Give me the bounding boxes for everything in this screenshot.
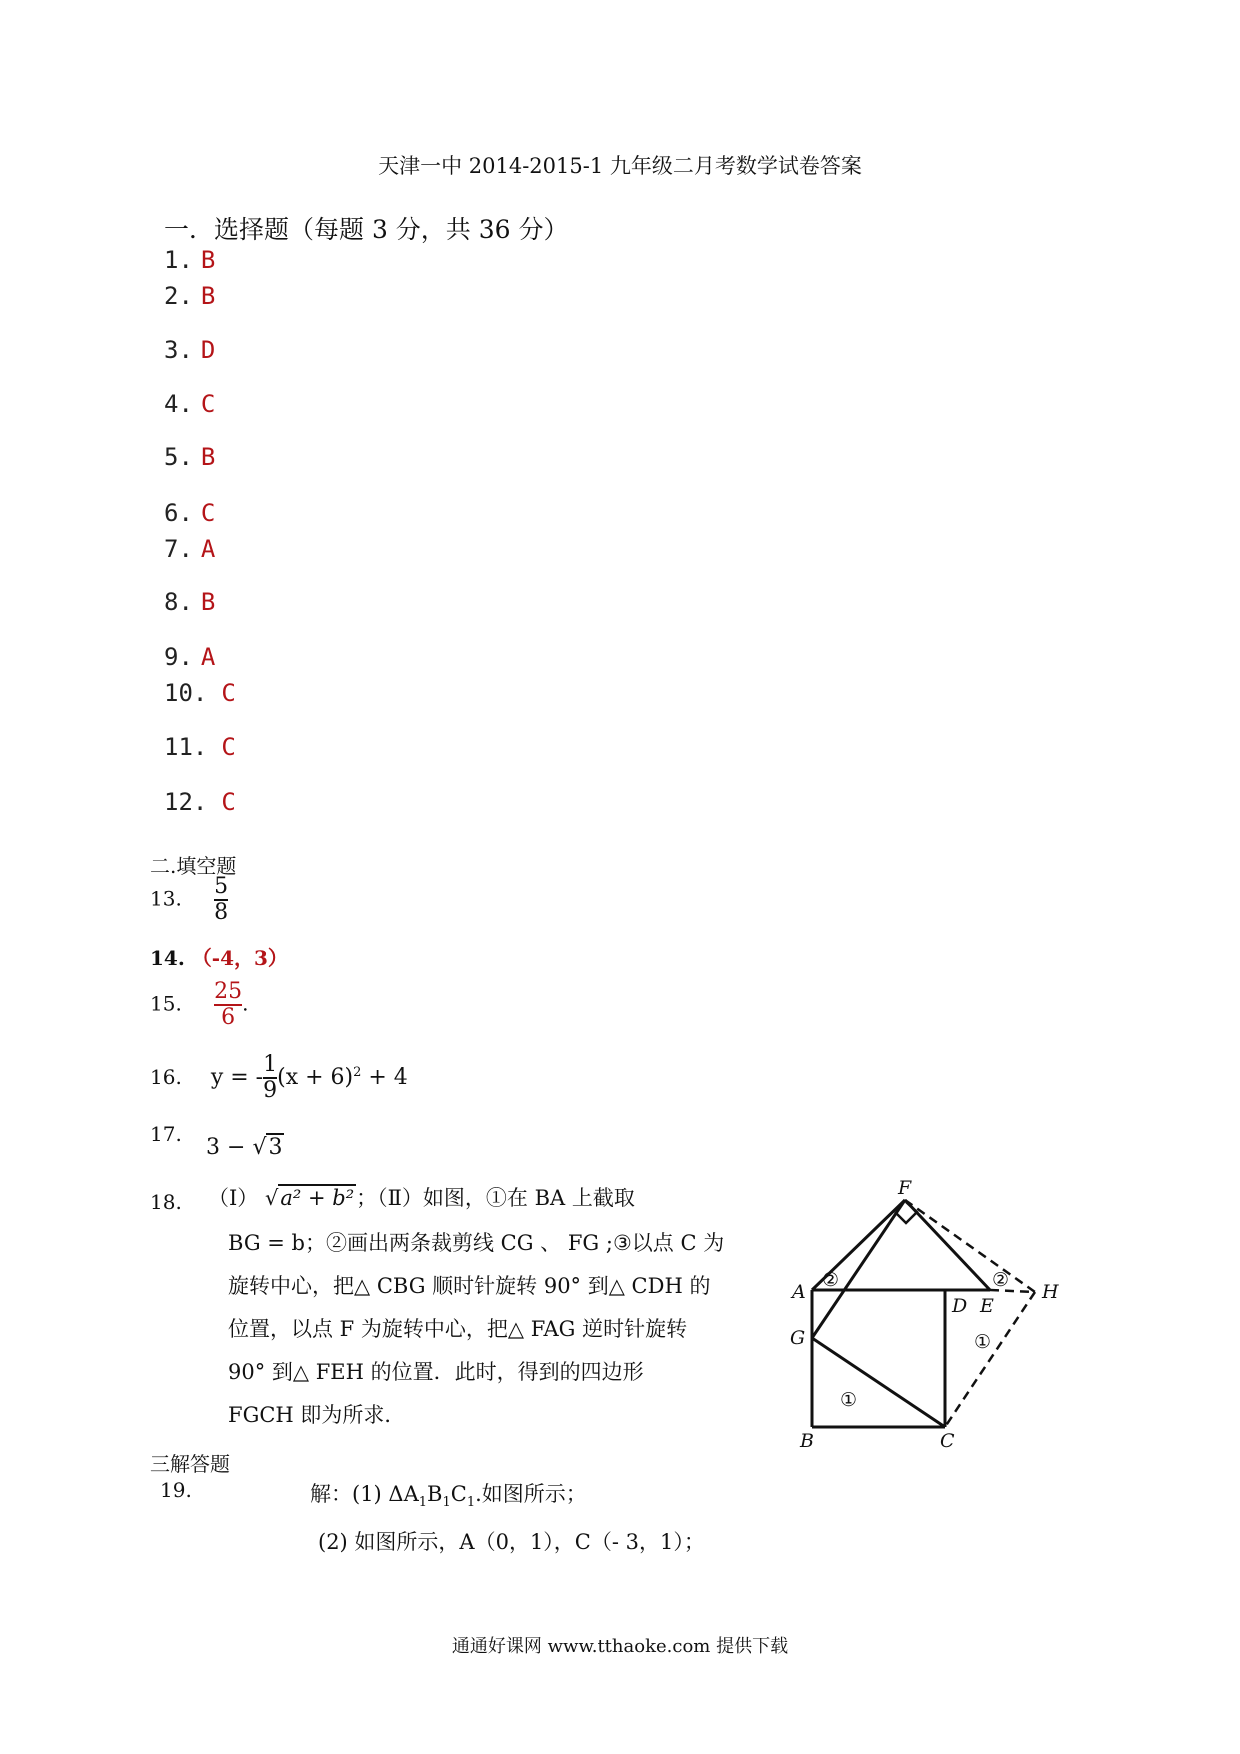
choice-answer-1	[164, 246, 215, 274]
question-18-line4: 位置，以点 F 为旋转中心，把△ FAG 逆时针旋转	[228, 1317, 688, 1341]
choice-answer-value: C	[221, 733, 236, 761]
choice-answer-value: A	[200, 643, 216, 671]
question-17-prefix: 3 −	[206, 1135, 246, 1160]
choice-answer-8	[164, 588, 215, 616]
question-18-part1b: ；（Ⅱ）如图，①在 BA 上截取	[356, 1186, 635, 1210]
question-15	[150, 980, 249, 1030]
question-15-number: 15.	[150, 991, 182, 1016]
choice-answer-number: 1.	[164, 246, 193, 274]
question-16-exponent: 2	[353, 1064, 362, 1080]
question-17-answer	[206, 1135, 284, 1160]
choice-answer-4	[164, 390, 215, 418]
choice-answer-value: C	[221, 788, 236, 816]
mark-one-right: ①	[974, 1331, 992, 1353]
choice-answer-value: B	[200, 443, 216, 471]
choice-answer-6	[164, 499, 215, 527]
question-19-part-a: 解：(1) ΔA	[310, 1482, 419, 1506]
label-d: D	[952, 1295, 968, 1317]
question-13-denominator: 8	[214, 900, 229, 926]
question-19-part-c: C	[450, 1482, 467, 1506]
geometry-figure	[780, 1150, 1100, 1450]
question-16-denominator: 9	[263, 1078, 278, 1104]
choice-answer-number: 5.	[164, 443, 193, 471]
page-title: 天津一中 2014-2015-1 九年级二月考数学试卷答案	[378, 154, 862, 178]
mark-one-left: ①	[840, 1389, 858, 1411]
question-15-fraction	[214, 980, 242, 1030]
question-18-body	[228, 1222, 738, 1437]
choice-answer-3	[164, 336, 215, 364]
segment-fe	[905, 1200, 990, 1290]
question-18-part1: （Ⅰ）	[208, 1186, 259, 1210]
choice-answer-number: 10.	[164, 679, 208, 707]
question-18-sqrt: √a² + b²	[264, 1186, 355, 1210]
segment-gc	[812, 1338, 945, 1427]
question-19-number: 19.	[160, 1478, 192, 1502]
question-16-lhs: y = -	[210, 1065, 264, 1091]
question-18-number: 18.	[150, 1190, 182, 1214]
question-13	[150, 875, 228, 925]
choice-answer-12	[164, 788, 236, 816]
mark-two-right: ②	[992, 1269, 1010, 1291]
label-a: A	[792, 1281, 806, 1303]
question-19-line2: (2) 如图所示，A（0，1），C（- 3，1）；	[318, 1530, 705, 1554]
choice-answer-number: 8.	[164, 588, 193, 616]
question-18-radicand: a² + b²	[280, 1186, 355, 1210]
question-19-part-b: B	[427, 1482, 443, 1506]
question-18-line1	[208, 1182, 635, 1212]
question-16	[150, 1053, 408, 1103]
question-19-part-d: .如图所示；	[475, 1482, 587, 1506]
choice-answer-number: 4.	[164, 390, 193, 418]
question-18-line3: 旋转中心，把△ CBG 顺时针旋转 90° 到△ CDH 的	[228, 1274, 711, 1298]
question-19-sub-c: 1	[466, 1495, 476, 1511]
question-17	[150, 1122, 182, 1146]
section-3-heading: 三解答题	[150, 1452, 230, 1476]
question-13-fraction	[214, 875, 228, 925]
label-h: H	[1042, 1281, 1059, 1303]
question-19-line1	[310, 1478, 587, 1510]
label-g: G	[790, 1327, 806, 1349]
choice-answer-value: D	[200, 336, 216, 364]
question-18-line2: BG = b；②画出两条裁剪线 CG 、 FG ;③以点 C 为	[228, 1231, 725, 1255]
choice-answer-10	[164, 679, 236, 707]
question-13-number: 13.	[150, 886, 182, 911]
choice-answer-value: B	[200, 282, 216, 310]
section-1-heading: 一．选择题（每题 3 分，共 36 分）	[164, 215, 569, 244]
question-16-rhs: (x + 6)	[277, 1065, 354, 1091]
choice-answer-11	[164, 733, 236, 761]
question-16-tail: + 4	[361, 1065, 408, 1091]
choice-answer-number: 3.	[164, 336, 193, 364]
question-17-radicand: 3	[268, 1135, 283, 1160]
question-18-line5: 90° 到△ FEH 的位置．此时，得到的四边形	[228, 1360, 644, 1384]
label-e: E	[980, 1295, 994, 1317]
question-14-answer: （-4，3）	[191, 946, 288, 970]
choice-answer-value: B	[200, 588, 216, 616]
question-19-sub-a: 1	[418, 1495, 428, 1511]
choice-answer-7	[164, 535, 215, 563]
choice-answer-value: C	[200, 390, 216, 418]
choice-answer-5	[164, 443, 215, 471]
label-f: F	[898, 1177, 912, 1199]
question-16-fraction	[263, 1053, 277, 1103]
section-2-heading: 二.填空题	[150, 854, 237, 878]
question-17-number: 17.	[150, 1122, 182, 1146]
choice-answer-value: B	[200, 246, 216, 274]
choice-answer-value: C	[200, 499, 216, 527]
choice-answer-number: 11.	[164, 733, 208, 761]
question-16-number: 16.	[150, 1065, 182, 1090]
question-16-numerator: 1	[263, 1052, 278, 1077]
choice-answer-number: 7.	[164, 535, 193, 563]
question-17-sqrt: √3	[252, 1135, 283, 1160]
question-18-line6: FGCH 即为所求．	[228, 1403, 406, 1427]
choice-answer-2	[164, 282, 215, 310]
choice-answer-number: 12.	[164, 788, 208, 816]
question-14	[150, 942, 288, 971]
choice-answer-number: 2.	[164, 282, 193, 310]
question-13-numerator: 5	[214, 874, 229, 899]
choice-answer-number: 6.	[164, 499, 193, 527]
footer-text: 通通好课网 www.tthaoke.com 提供下载	[451, 1636, 789, 1657]
choice-answer-value: C	[221, 679, 236, 707]
choice-answer-number: 9.	[164, 643, 193, 671]
question-15-numerator: 25	[214, 979, 243, 1004]
label-b: B	[800, 1430, 814, 1450]
choice-answer-9	[164, 643, 215, 671]
question-14-number: 14.	[150, 946, 185, 970]
mark-two-left: ②	[822, 1269, 840, 1291]
label-c: C	[940, 1430, 955, 1450]
segment-fh-dashed	[905, 1200, 1035, 1292]
question-15-tail: .	[242, 991, 249, 1016]
choice-answer-value: A	[200, 535, 216, 563]
question-15-denominator: 6	[221, 1005, 236, 1031]
question-19-sub-b: 1	[442, 1495, 451, 1511]
